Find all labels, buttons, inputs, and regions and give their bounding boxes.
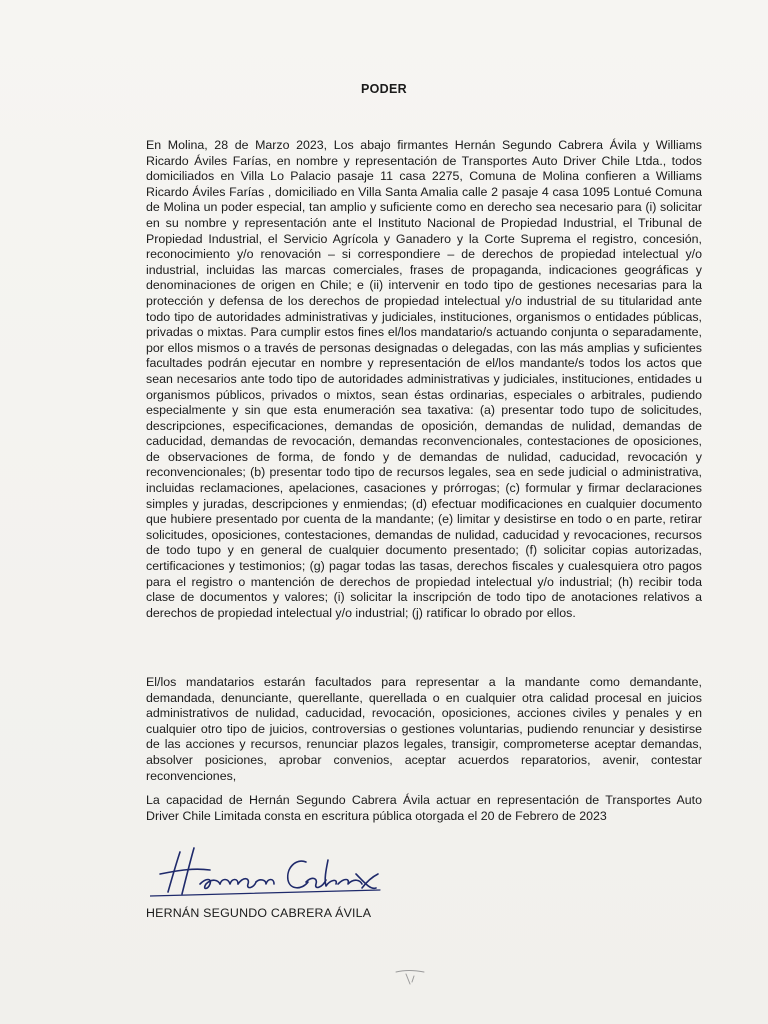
- paragraph-representation: El/los mandatarios estarán facultados para representar a la mandante como demandante, demandada, denunciante, querellante, querellada o en cualquier otra calidad procesal en juicios administrativos de nulidad, caducidad, revocación, oposiciones, acciones civiles y penales y en cualquier otro tipo de juicios, controversias o gestiones voluntarias, pudiendo renunciar y desistirse de las acciones y recursos, renunciar plazos legales, transigir, comprometerse aceptar demandas, absolver posiciones, aprobar convenios, aceptar acuerdos reparatorios, avenir, contestar reconvenciones,: [146, 675, 702, 783]
- handwritten-signature: [150, 838, 400, 906]
- paragraph-capacity: La capacidad de Hernán Segundo Cabrera Ávila actuar en representación de Transportes Auto Driver Chile Limitada consta en escritura pública otorgada el 20 de Febrero de 2023: [146, 793, 702, 823]
- paragraph-power-grant: En Molina, 28 de Marzo 2023, Los abajo firmantes Hernán Segundo Cabrera Ávila y Williams Ricardo Áviles Farías, en nombre y representación de Transportes Auto Driver Chile Ltda., todos domiciliados en Villa Lo Palacio pasaje 11 casa 2275, Comuna de Molina confieren a Williams Ricardo Áviles Farías , domiciliado en Villa Santa Amalia calle 2 pasaje 4 casa 1095 Lontué Comuna de Molina un poder especial, tan amplio y suficiente como en derecho sea necesario para (i) solicitar en su nombre y representación ante el Instituto Nacional de Propiedad Industrial, el Tribunal de Propiedad Industrial, el Servicio Agrícola y Ganadero y la Corte Suprema el registro, concesión, reconocimiento y/o renovación – si correspondiere – de derechos de propiedad intelectual y/o industrial, incluidas las marcas comerciales, frases de propaganda, indicaciones geográficas y denominaciones de origen en Chile; e (ii) intervenir en todo tipo de gestiones necesarias para la protección y defensa de los derechos de propiedad intelectual y/o industrial de su titularidad ante todo tipo de autoridades administrativas y judiciales, instituciones, organismos o entidades públicas, privadas o mixtas. Para cumplir estos fines el/los mandatario/s actuando conjunta o separadamente, por ellos mismos o a través de personas designadas o delegadas, con las más amplias y suficientes facultades podrán ejecutar en nombre y representación de el/los mandante/s todos los actos que sean necesarios ante todo tipo de autoridades administrativas y judiciales, instituciones, entidades u organismos públicos, privados o mixtos, sean éstas ordinarias, especiales o arbitrales, pudiendo especialmente y sin que esta enumeración sea taxativa: (a) presentar todo tupo de solicitudes, descripciones, especificaciones, demandas de oposición, demandas de nulidad, demandas de caducidad, demandas de revocación, demandas reconvencionales, contestaciones de oposiciones, de observaciones de forma, de fondo y de demandas de nulidad, caducidad, revocación y reconvencionales; (b) presentar todo tipo de recursos legales, sea en sede judicial o administrativa, incluidas reclamaciones, apelaciones, casaciones y prórrogas; (c) formular y firmar declaraciones simples y juradas, descripciones y enmiendas; (d) efectuar modificaciones en cualquier documento que hubiere presentado por cuenta de la mandante; (e) limitar y desistirse en todo o en parte, retirar solicitudes, oposiciones, contestaciones, demandas de nulidad, caducidad y revocaciones, recursos de todo tupo y en general de cualquier documento presentado; (f) solicitar copias autorizadas, certificaciones y testimonios; (g) pagar todas las tasas, derechos fiscales y cualesquiera otro pagos para el registro o mantención de derechos de propiedad intelectual y/o industrial; (h) recibir toda clase de documentos y valores; (i) solicitar la inscripción de todo tipo de anotaciones relativos a derechos de propiedad intelectual y/o industrial; (j) ratificar lo obrado por ellos.: [146, 138, 702, 620]
- signer-name: HERNÁN SEGUNDO CABRERA ÁVILA: [146, 906, 372, 920]
- document-title: PODER: [361, 82, 407, 96]
- scan-mark: [392, 964, 432, 988]
